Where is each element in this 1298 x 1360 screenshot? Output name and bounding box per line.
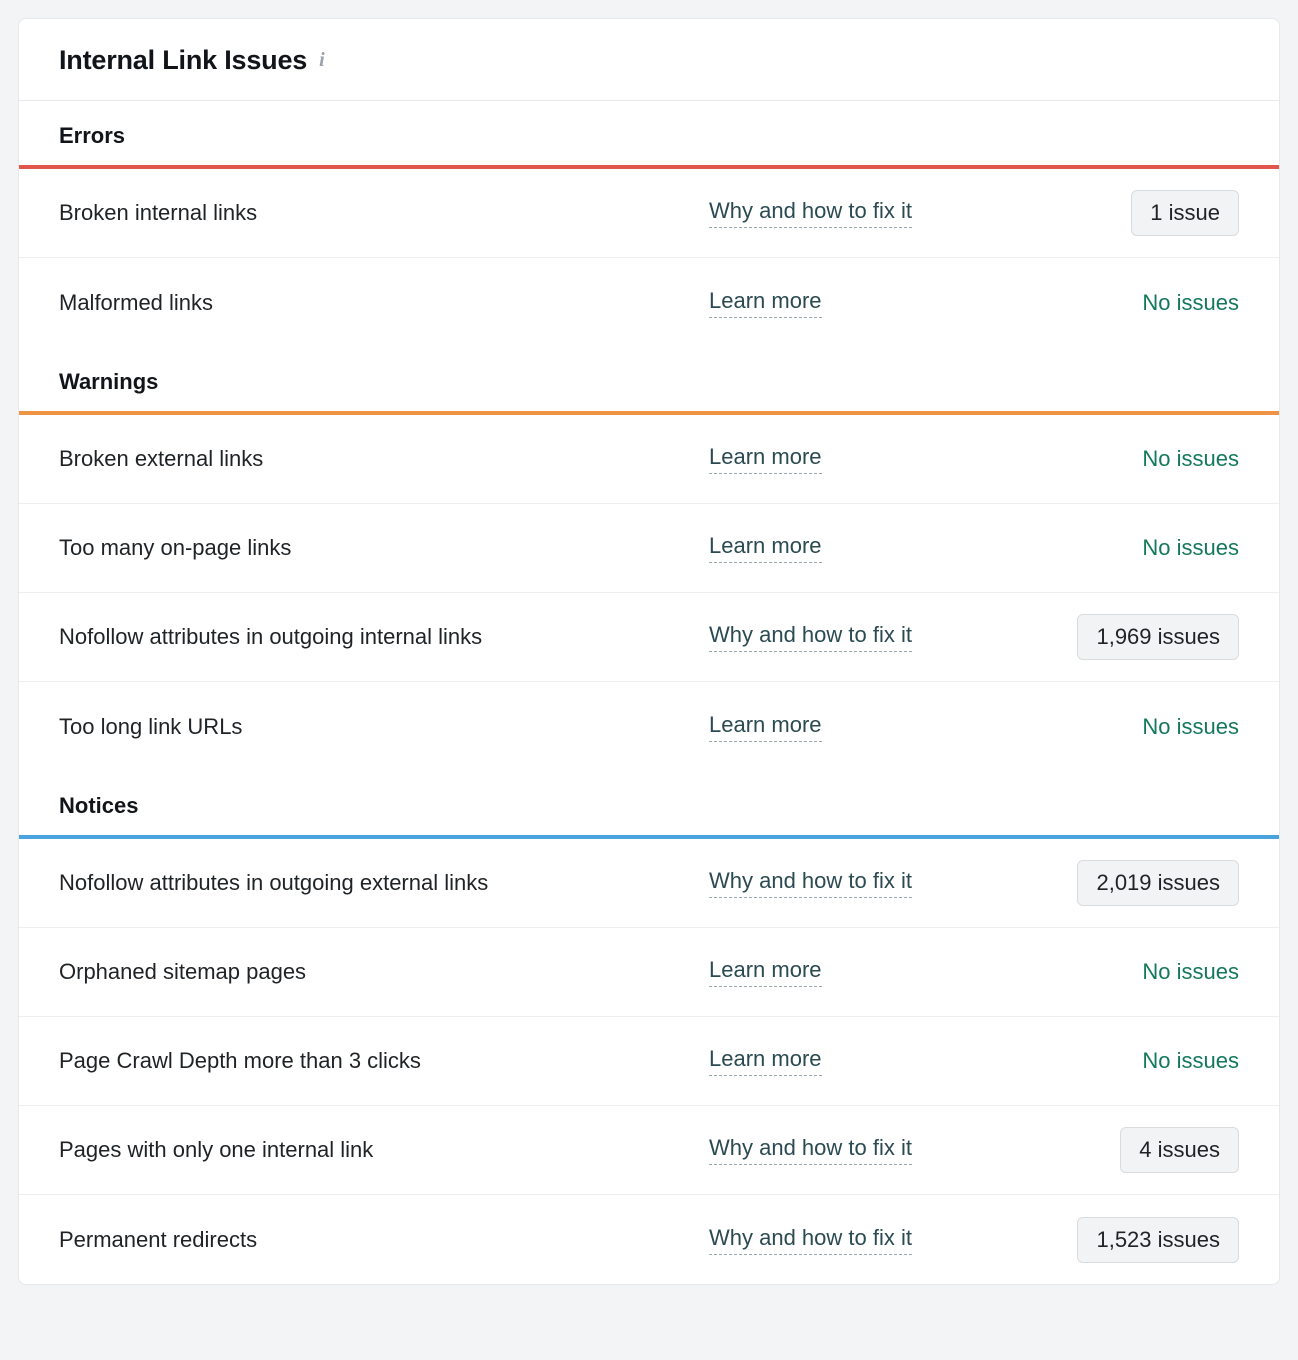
no-issues-label: No issues [1142, 535, 1239, 560]
issue-count-cell [1009, 1217, 1239, 1263]
issue-count-badge[interactable]: 1 issue [1131, 190, 1239, 236]
issue-name: Nofollow attributes in outgoing internal links [59, 624, 483, 649]
issue-help-link[interactable]: Learn more [709, 444, 822, 474]
issue-name: Broken internal links [59, 200, 258, 225]
table-row [19, 1017, 1279, 1106]
issue-help-link[interactable]: Why and how to fix it [709, 1135, 912, 1165]
issue-count-cell [1009, 959, 1239, 985]
issue-count-cell [1009, 614, 1239, 660]
issue-help-link[interactable]: Why and how to fix it [709, 868, 912, 898]
no-issues-label: No issues [1142, 1048, 1239, 1073]
issue-help-cell [709, 1135, 1009, 1165]
card-header [19, 19, 1279, 101]
table-row [19, 682, 1279, 771]
issue-count-cell [1009, 1127, 1239, 1173]
issue-groups [19, 101, 1279, 1284]
no-issues-label: No issues [1142, 446, 1239, 471]
no-issues-label: No issues [1142, 713, 1239, 739]
group-title: Errors [59, 123, 126, 148]
info-icon[interactable]: i [319, 49, 325, 71]
issue-count-cell [1009, 290, 1239, 316]
issue-count-cell [1009, 860, 1239, 906]
issue-help-cell [709, 198, 1009, 228]
issue-name: Too long link URLs [59, 713, 243, 739]
issue-help-cell [709, 444, 1009, 474]
issue-name: Pages with only one internal link [59, 1137, 374, 1162]
issue-count-cell [1009, 1048, 1239, 1074]
issue-count-badge[interactable]: 4 issues [1120, 1127, 1239, 1173]
group-title: Notices [59, 793, 139, 818]
issue-help-cell [709, 533, 1009, 563]
issue-help-cell [709, 288, 1009, 318]
issue-name: Orphaned sitemap pages [59, 959, 307, 984]
issue-count-badge[interactable]: 2,019 issues [1077, 860, 1239, 906]
page-title: Internal Link Issues [59, 45, 308, 75]
issue-help-cell [709, 1046, 1009, 1076]
issue-help-cell [709, 1225, 1009, 1255]
issue-help-link[interactable]: Why and how to fix it [709, 622, 912, 652]
internal-link-issues-card [18, 18, 1280, 1285]
issue-help-link[interactable]: Why and how to fix it [709, 1225, 912, 1255]
issue-count-badge[interactable]: 1,523 issues [1077, 1217, 1239, 1263]
issue-count-badge[interactable]: 1,969 issues [1077, 614, 1239, 660]
no-issues-label: No issues [1142, 289, 1239, 315]
table-row [19, 839, 1279, 928]
group-title: Warnings [59, 369, 159, 394]
issue-name: Permanent redirects [59, 1226, 258, 1252]
issue-help-link[interactable]: Learn more [709, 288, 822, 318]
issue-count-cell [1009, 535, 1239, 561]
table-row [19, 1195, 1279, 1284]
issue-help-link[interactable]: Learn more [709, 712, 822, 742]
issue-help-link[interactable]: Learn more [709, 1046, 822, 1076]
no-issues-label: No issues [1142, 959, 1239, 984]
table-row [19, 928, 1279, 1017]
issue-name: Nofollow attributes in outgoing external links [59, 870, 489, 895]
issue-help-link[interactable]: Why and how to fix it [709, 198, 912, 228]
issue-name: Malformed links [59, 289, 214, 315]
table-row [19, 258, 1279, 347]
issue-help-cell [709, 622, 1009, 652]
issue-name: Too many on-page links [59, 535, 292, 560]
table-row [19, 504, 1279, 593]
table-row [19, 169, 1279, 258]
issue-help-cell [709, 957, 1009, 987]
issue-name: Page Crawl Depth more than 3 clicks [59, 1048, 421, 1073]
issue-help-cell [709, 868, 1009, 898]
issue-group [19, 101, 1279, 347]
issue-count-cell [1009, 190, 1239, 236]
table-row [19, 415, 1279, 504]
issue-help-cell [709, 712, 1009, 742]
issue-name: Broken external links [59, 446, 264, 471]
table-row [19, 1106, 1279, 1195]
issue-group [19, 347, 1279, 771]
issue-help-link[interactable]: Learn more [709, 533, 822, 563]
table-row [19, 593, 1279, 682]
issue-help-link[interactable]: Learn more [709, 957, 822, 987]
issue-count-cell [1009, 446, 1239, 472]
issue-group [19, 771, 1279, 1284]
issue-count-cell [1009, 714, 1239, 740]
